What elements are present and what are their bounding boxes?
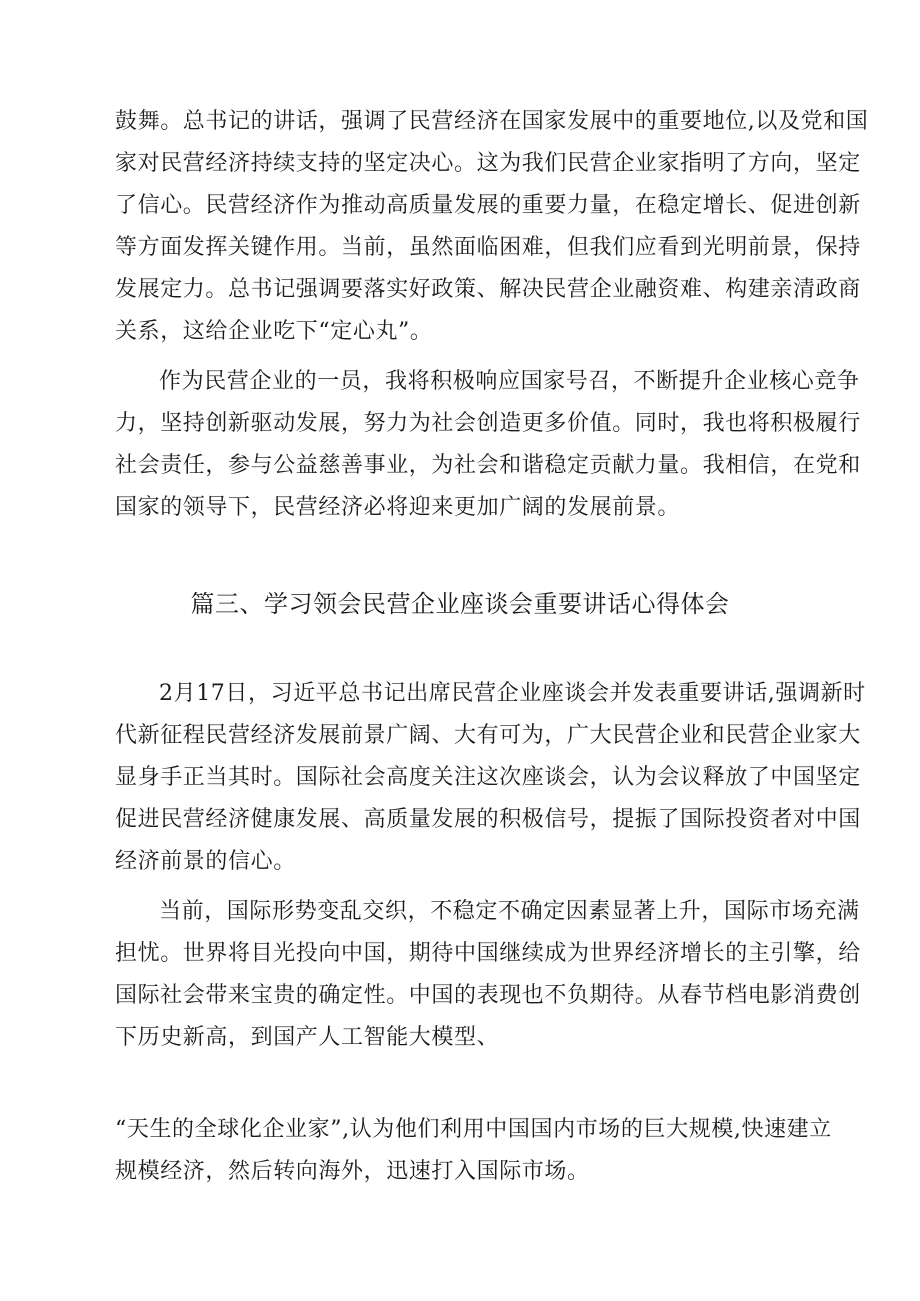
paragraph-line: 鼓舞。总书记的讲话，强调了民营经济在国家发展中的重要地位,以及党和国: [115, 109, 869, 134]
paragraph-line: 显身手正当其时。国际社会高度关注这次座谈会，认为会议释放了中国坚定: [115, 765, 861, 790]
paragraph-line: 国际社会带来宝贵的确定性。中国的表现也不负期待。从春节档电影消费创: [115, 983, 861, 1008]
paragraph-line: 关系，这给企业吃下“定心丸”。: [115, 319, 433, 344]
paragraph-line: 发展定力。总书记强调要落实好政策、解决民营企业融资难、构建亲清政商: [115, 277, 861, 302]
paragraph-line: 担忧。世界将目光投向中国，期待中国继续成为世界经济增长的主引擎，给: [115, 941, 861, 966]
paragraph-line: 规模经济，然后转向海外，迅速打入国际市场。: [115, 1159, 590, 1184]
paragraph-line: 当前，国际形势变乱交织，不稳定不确定因素显著上升，国际市场充满: [159, 899, 860, 924]
paragraph-line: 促进民营经济健康发展、高质量发展的积极信号，提振了国际投资者对中国: [115, 807, 861, 832]
paragraph-line: 经济前景的信心。: [115, 849, 296, 874]
paragraph-line: “天生的全球化企业家”,认为他们利用中国国内市场的巨大规模,快速建立: [115, 1117, 832, 1142]
paragraph-line: 社会责任，参与公益慈善事业，为社会和谐稳定贡献力量。我相信，在党和: [115, 453, 861, 478]
paragraph-line: 下历史新高，到国产人工智能大模型、: [115, 1025, 500, 1050]
paragraph-line: 等方面发挥关键作用。当前，虽然面临困难，但我们应看到光明前景，保持: [115, 235, 861, 260]
paragraph-line: 家对民营经济持续支持的坚定决心。这为我们民营企业家指明了方向，坚定: [115, 151, 861, 176]
paragraph-line: 作为民营企业的一员，我将积极响应国家号召，不断提升企业核心竞争: [159, 369, 860, 394]
paragraph-line: 2月17日，习近平总书记出席民营企业座谈会并发表重要讲话,强调新时: [159, 681, 866, 706]
paragraph-line: 力，坚持创新驱动发展，努力为社会创造更多价值。同时，我也将积极履行: [115, 411, 861, 436]
paragraph-line: 国家的领导下，民营经济必将迎来更加广阔的发展前景。: [115, 495, 681, 520]
paragraph-line: 了信心。民营经济作为推动高质量发展的重要力量，在稳定增长、促进创新: [115, 193, 861, 218]
paragraph-line: 代新征程民营经济发展前景广阔、大有可为，广大民营企业和民营企业家大: [115, 723, 861, 748]
section-heading: 篇三、学习领会民营企业座谈会重要讲话心得体会: [190, 590, 730, 618]
